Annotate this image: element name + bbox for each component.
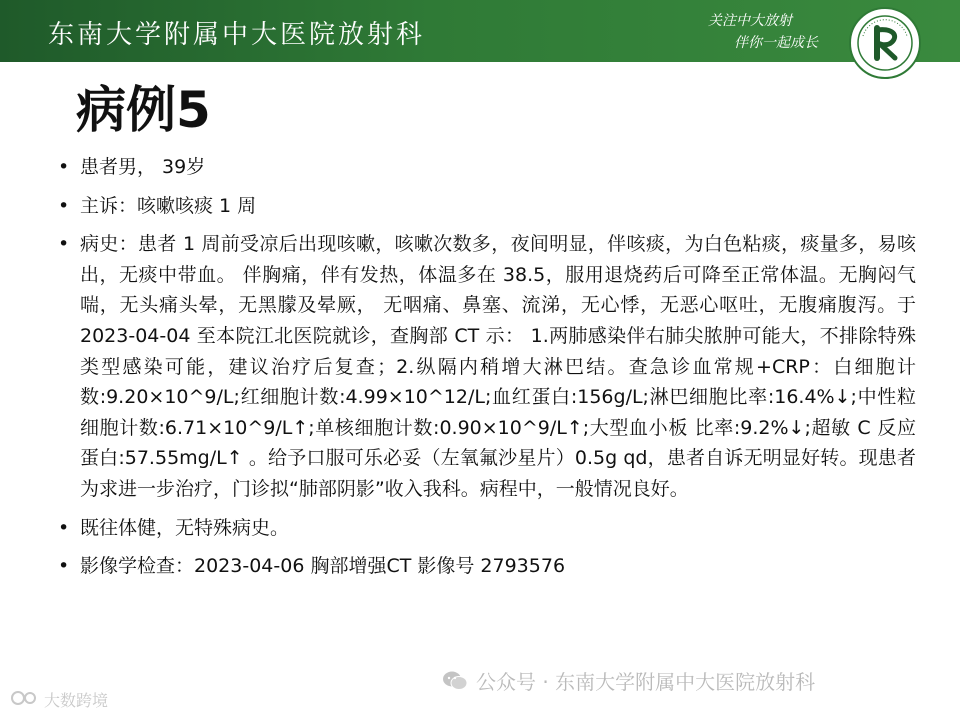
corner-logo-icon <box>10 690 40 710</box>
bullet-text: 影像学检查：2023-04-06 胸部增强CT 影像号 2793576 <box>80 555 566 578</box>
list-item <box>56 551 916 582</box>
wechat-watermark <box>442 666 815 695</box>
list-item <box>56 513 916 544</box>
corner-watermark <box>10 688 108 711</box>
bullet-dot-icon: • <box>58 555 70 578</box>
bullet-text: 主诉：咳嗽咳痰 1 周 <box>80 194 257 217</box>
case-bullet-list <box>56 152 916 590</box>
bullet-dot-icon: • <box>58 194 70 217</box>
bullet-dot-icon: • <box>58 233 70 256</box>
list-item <box>56 191 916 222</box>
wechat-icon <box>442 670 468 692</box>
corner-text: 大数跨境 <box>44 691 109 710</box>
bullet-text: 病史：患者 1 周前受凉后出现咳嗽，咳嗽次数多，夜间明显，伴咳痰，为白色粘痰，痰量多，易咳出，无痰中带血。 伴胸痛，伴有发热，体温多在 38.5，服用退烧药后可降至正常体温。无胸闷气喘，无头痛头晕，无黑朦及晕厥， 无咽痛、鼻塞、流涕，无心悸，无恶心呕吐，无腹痛腹泻。于 2023-04-04 至本院江北医院就诊，查胸部 CT 示： 1.两肺感染伴右肺尖脓肿可能大，不排除特殊类型感染可能，建议治疗后复查；2.纵隔内稍增大淋巴结。查急诊血常规+CRP：白细胞计数:9.20×10^9/L;红细胞计数:4.99×10^12/L;血红蛋白:156g/L;淋巴细胞比率:16.4%↓;中性粒细胞计数:6.71×10^9/L↑;单核细胞计数:0.90×10^9/L↑;大型血小板 比率:9.2%↓;超敏 C 反应蛋白:57.55mg/L↑ 。给予口服可乐必妥（左氧氟沙星片）0.5g qd，患者自诉无明显好转。现患者为求进一步治疗，门诊拟“肺部阴影”收入我科。病程中，一般情况良好。 <box>80 233 916 500</box>
bullet-dot-icon: • <box>58 156 70 178</box>
bullet-text: 患者男， 39岁 <box>80 156 206 178</box>
slogan-line-1: 关注中大放射 <box>708 13 792 29</box>
page-title: 病例5 <box>76 81 211 139</box>
watermark-text: 公众号 · 东南大学附属中大医院放射科 <box>476 670 816 694</box>
hospital-logo-icon <box>848 6 922 80</box>
header-banner <box>0 0 960 62</box>
bullet-dot-icon: • <box>58 516 70 539</box>
list-item <box>56 229 916 504</box>
bullet-text: 既往体健，无特殊病史。 <box>80 516 290 539</box>
list-item <box>56 152 916 183</box>
slogan-line-2: 伴你一起成长 <box>734 35 818 51</box>
header-title: 东南大学附属中大医院放射科 <box>48 20 426 50</box>
header-slogan <box>708 10 818 54</box>
